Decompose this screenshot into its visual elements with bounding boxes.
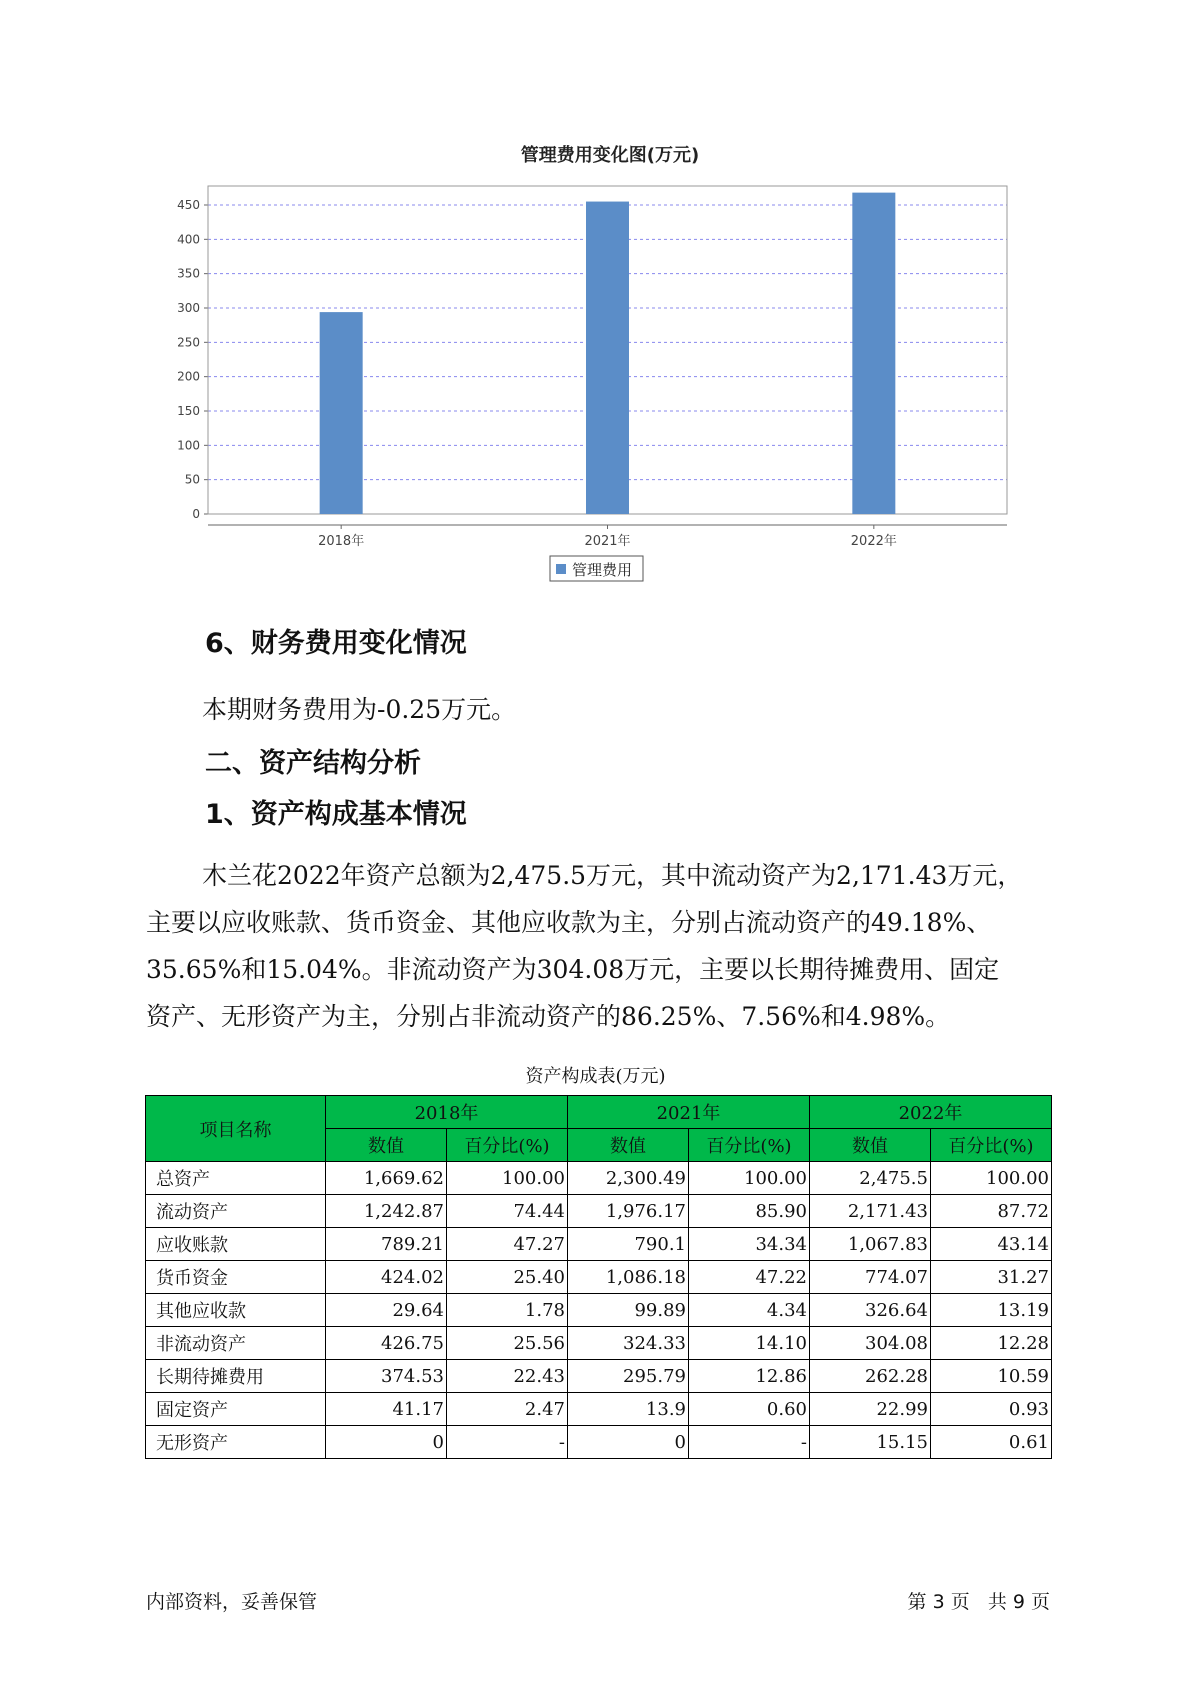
value-cell: 790.1 (568, 1228, 689, 1261)
percent-cell: 85.90 (689, 1195, 810, 1228)
table-row (146, 1393, 1052, 1426)
value-cell: 262.28 (810, 1360, 931, 1393)
row-name-cell: 流动资产 (146, 1195, 326, 1228)
percent-cell: 100.00 (689, 1162, 810, 1195)
column-header-year: 2018年 (326, 1096, 568, 1129)
table-row (146, 1426, 1052, 1459)
management-expense-chart (0, 0, 1191, 600)
y-tick-label: 150 (177, 403, 200, 418)
percent-cell: - (447, 1426, 568, 1459)
row-name-cell: 货币资金 (146, 1261, 326, 1294)
value-cell: 13.9 (568, 1393, 689, 1426)
legend-label: 管理费用 (572, 561, 633, 579)
value-cell: 324.33 (568, 1327, 689, 1360)
column-header-value: 数值 (568, 1129, 689, 1162)
percent-cell: 100.00 (447, 1162, 568, 1195)
section-1-line-2: 主要以应收账款、货币资金、其他应收款为主，分别占流动资产的49.18%、 (146, 908, 992, 937)
row-name-cell: 非流动资产 (146, 1327, 326, 1360)
asset-composition-table (145, 1095, 1052, 1459)
column-header-value: 数值 (810, 1129, 931, 1162)
y-tick-label: 250 (177, 335, 200, 350)
value-cell: 295.79 (568, 1360, 689, 1393)
section-1-line-4: 资产、无形资产为主，分别占非流动资产的86.25%、7.56%和4.98%。 (146, 1002, 951, 1031)
percent-cell: 100.00 (931, 1162, 1052, 1195)
value-cell: 789.21 (326, 1228, 447, 1261)
column-header-year: 2021年 (568, 1096, 810, 1129)
bar (320, 312, 363, 514)
value-cell: 2,300.49 (568, 1162, 689, 1195)
row-name-cell: 固定资产 (146, 1393, 326, 1426)
y-tick-label: 450 (177, 197, 200, 212)
table-row (146, 1294, 1052, 1327)
percent-cell: - (689, 1426, 810, 1459)
section-1-line-1: 木兰花2022年资产总额为2,475.5万元，其中流动资产为2,171.43万元， (202, 861, 1023, 890)
table-caption: 资产构成表(万元) (525, 1066, 666, 1087)
row-name-cell: 长期待摊费用 (146, 1360, 326, 1393)
column-header-percent: 百分比(%) (689, 1129, 810, 1162)
table-row (146, 1162, 1052, 1195)
y-tick-label: 50 (184, 472, 200, 487)
value-cell: 326.64 (810, 1294, 931, 1327)
y-tick-label: 350 (177, 266, 200, 281)
section-6-text: 本期财务费用为-0.25万元。 (202, 695, 517, 724)
value-cell: 2,171.43 (810, 1195, 931, 1228)
value-cell: 1,242.87 (326, 1195, 447, 1228)
part-2-heading: 二、资产结构分析 (205, 748, 421, 779)
table-row (146, 1261, 1052, 1294)
table-header-row (146, 1096, 1052, 1129)
percent-cell: 0.93 (931, 1393, 1052, 1426)
value-cell: 374.53 (326, 1360, 447, 1393)
value-cell: 22.99 (810, 1393, 931, 1426)
footer-confidential: 内部资料，妥善保管 (146, 1591, 318, 1613)
x-axis-ticks (318, 525, 897, 549)
value-cell: 99.89 (568, 1294, 689, 1327)
legend-swatch (556, 564, 566, 574)
y-tick-label: 100 (177, 438, 200, 453)
value-cell: 1,067.83 (810, 1228, 931, 1261)
column-header-percent: 百分比(%) (931, 1129, 1052, 1162)
percent-cell: 12.28 (931, 1327, 1052, 1360)
y-tick-label: 0 (192, 507, 200, 521)
percent-cell: 25.56 (447, 1327, 568, 1360)
y-tick-label: 200 (177, 369, 200, 384)
percent-cell: 74.44 (447, 1195, 568, 1228)
value-cell: 304.08 (810, 1327, 931, 1360)
value-cell: 2,475.5 (810, 1162, 931, 1195)
percent-cell: 25.40 (447, 1261, 568, 1294)
percent-cell: 14.10 (689, 1327, 810, 1360)
y-tick-label: 400 (177, 232, 200, 247)
footer-page-number: 第 3 页 共 9 页 (907, 1591, 1050, 1613)
percent-cell: 0.60 (689, 1393, 810, 1426)
value-cell: 1,669.62 (326, 1162, 447, 1195)
bar (852, 193, 895, 514)
percent-cell: 47.22 (689, 1261, 810, 1294)
table-row (146, 1195, 1052, 1228)
column-header-year: 2022年 (810, 1096, 1052, 1129)
percent-cell: 0.61 (931, 1426, 1052, 1459)
table-row (146, 1360, 1052, 1393)
section-1-line-3: 35.65%和15.04%。非流动资产为304.08万元，主要以长期待摊费用、固定 (146, 955, 1000, 984)
value-cell: 1,976.17 (568, 1195, 689, 1228)
chart-title: 管理费用变化图(万元) (520, 145, 700, 166)
percent-cell: 10.59 (931, 1360, 1052, 1393)
column-header-percent: 百分比(%) (447, 1129, 568, 1162)
value-cell: 29.64 (326, 1294, 447, 1327)
value-cell: 0 (568, 1426, 689, 1459)
bar (586, 202, 629, 514)
y-tick-label: 300 (177, 300, 200, 315)
table-row (146, 1327, 1052, 1360)
percent-cell: 1.78 (447, 1294, 568, 1327)
value-cell: 1,086.18 (568, 1261, 689, 1294)
percent-cell: 4.34 (689, 1294, 810, 1327)
value-cell: 15.15 (810, 1426, 931, 1459)
value-cell: 424.02 (326, 1261, 447, 1294)
value-cell: 41.17 (326, 1393, 447, 1426)
percent-cell: 34.34 (689, 1228, 810, 1261)
percent-cell: 43.14 (931, 1228, 1052, 1261)
value-cell: 0 (326, 1426, 447, 1459)
chart-legend (550, 556, 643, 581)
percent-cell: 2.47 (447, 1393, 568, 1426)
x-tick-label: 2022年 (850, 534, 897, 549)
chart-bars (320, 193, 896, 514)
row-name-cell: 总资产 (146, 1162, 326, 1195)
percent-cell: 87.72 (931, 1195, 1052, 1228)
row-name-cell: 其他应收款 (146, 1294, 326, 1327)
column-header-value: 数值 (326, 1129, 447, 1162)
y-axis-ticks (177, 198, 208, 521)
value-cell: 426.75 (326, 1327, 447, 1360)
x-tick-label: 2021年 (584, 534, 631, 549)
row-name-cell: 应收账款 (146, 1228, 326, 1261)
percent-cell: 22.43 (447, 1360, 568, 1393)
x-tick-label: 2018年 (318, 534, 365, 549)
section-1-heading: 1、资产构成基本情况 (205, 799, 467, 830)
percent-cell: 31.27 (931, 1261, 1052, 1294)
value-cell: 774.07 (810, 1261, 931, 1294)
percent-cell: 12.86 (689, 1360, 810, 1393)
percent-cell: 47.27 (447, 1228, 568, 1261)
percent-cell: 13.19 (931, 1294, 1052, 1327)
column-header-name: 项目名称 (146, 1096, 326, 1162)
table-row (146, 1228, 1052, 1261)
section-6-heading: 6、财务费用变化情况 (205, 628, 467, 659)
row-name-cell: 无形资产 (146, 1426, 326, 1459)
